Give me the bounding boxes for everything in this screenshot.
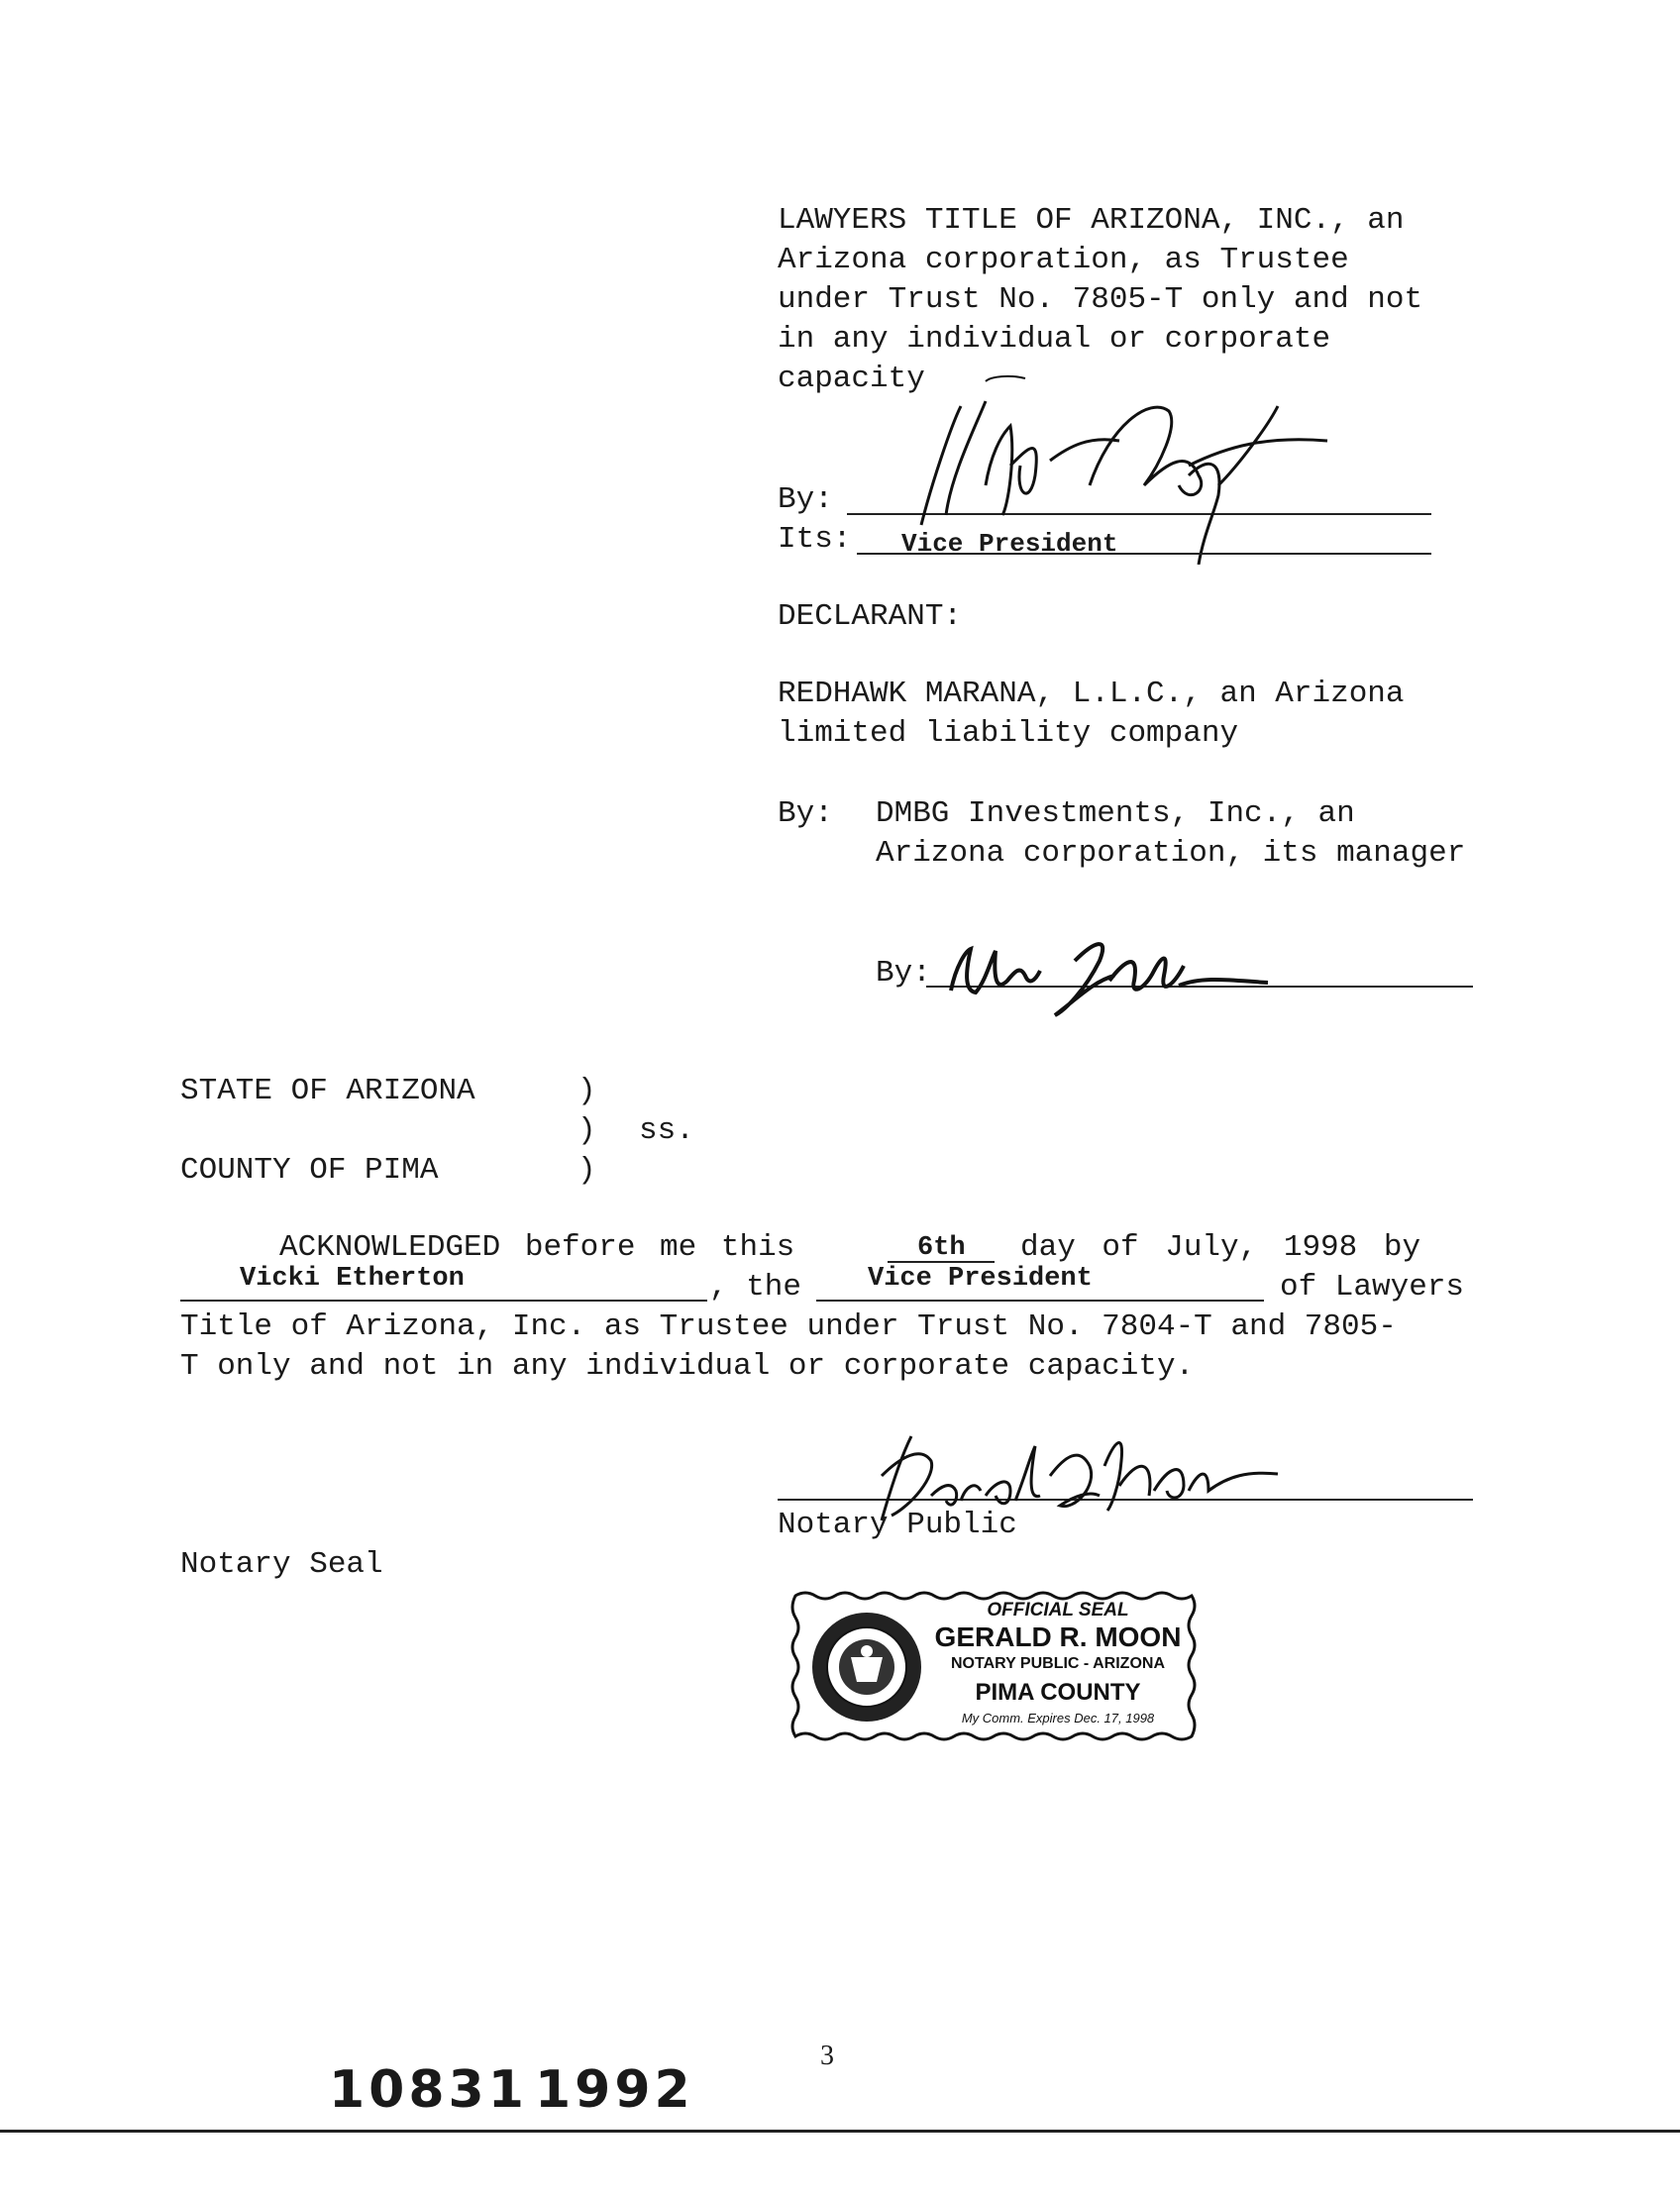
declarant-manager-line: Arizona corporation, its manager (876, 836, 1466, 871)
declarant-company-line: REDHAWK MARANA, L.L.C., an Arizona (778, 677, 1405, 711)
trustee-line: Arizona corporation, as Trustee (778, 243, 1349, 277)
ack-name-value: Vicki Etherton (240, 1264, 465, 1294)
trustee-line: in any individual or corporate (778, 322, 1331, 357)
declarant-signature (926, 921, 1283, 1030)
ack-line4: T only and not in any individual or corporate capacity. (180, 1349, 1195, 1384)
venue-county: COUNTY OF PIMA (180, 1153, 439, 1188)
venue-state: STATE OF ARIZONA (180, 1074, 475, 1108)
declarant-company-line: limited liability company (778, 716, 1239, 751)
official-seal (786, 1588, 1202, 1746)
seal-line5: My Comm. Expires Dec. 17, 1998 (961, 1711, 1155, 1725)
seal-line1: OFFICIAL SEAL (987, 1600, 1129, 1621)
trustee-its-label: Its: (778, 522, 852, 557)
ack-title-line (816, 1300, 1264, 1302)
ack-of-lawyers: of Lawyers (1280, 1270, 1465, 1305)
seal-line2: GERALD R. MOON (934, 1621, 1182, 1652)
declarant-manager-line: DMBG Investments, Inc., an (876, 796, 1355, 831)
bates-number-left: 10831 (329, 2060, 528, 2120)
trustee-line: capacity (778, 362, 925, 396)
page-number: 3 (820, 2040, 834, 2071)
venue-paren: ) (578, 1153, 596, 1188)
declarant-manager (876, 794, 1465, 874)
venue-paren: ) (578, 1074, 596, 1108)
ack-day-value: 6th (917, 1233, 966, 1263)
trustee-line: under Trust No. 7805-T only and not (778, 282, 1423, 317)
ack-title-value: Vice President (868, 1264, 1093, 1294)
ack-the: , the (709, 1270, 802, 1305)
venue-ss: ss. (639, 1113, 694, 1148)
notary-public-label: Notary Public (778, 1508, 1017, 1542)
trustee-by-label: By: (778, 482, 833, 517)
ack-name-line (180, 1300, 707, 1302)
ack-line1-a: ACKNOWLEDGED before me this (279, 1230, 795, 1265)
ack-line1-b: day of July, 1998 by (1020, 1230, 1421, 1265)
seal-line3: NOTARY PUBLIC - ARIZONA (951, 1655, 1165, 1672)
footer-rule (0, 2130, 1680, 2133)
declarant-signer-by-label: By: (876, 956, 931, 991)
bates-number-right: 1992 (535, 2060, 694, 2120)
declarant-company (778, 675, 1405, 754)
seal-line4: PIMA COUNTY (975, 1679, 1141, 1706)
venue-paren: ) (578, 1113, 596, 1148)
notary-seal-label: Notary Seal (180, 1547, 383, 1582)
declarant-by-label: By: (778, 796, 833, 831)
trustee-line: LAWYERS TITLE OF ARIZONA, INC., an (778, 203, 1405, 238)
declarant-heading: DECLARANT: (778, 599, 963, 634)
ack-line3: Title of Arizona, Inc. as Trustee under Trust No. 7804-T and 7805- (180, 1309, 1397, 1344)
trustee-its-value: Vice President (901, 529, 1118, 559)
